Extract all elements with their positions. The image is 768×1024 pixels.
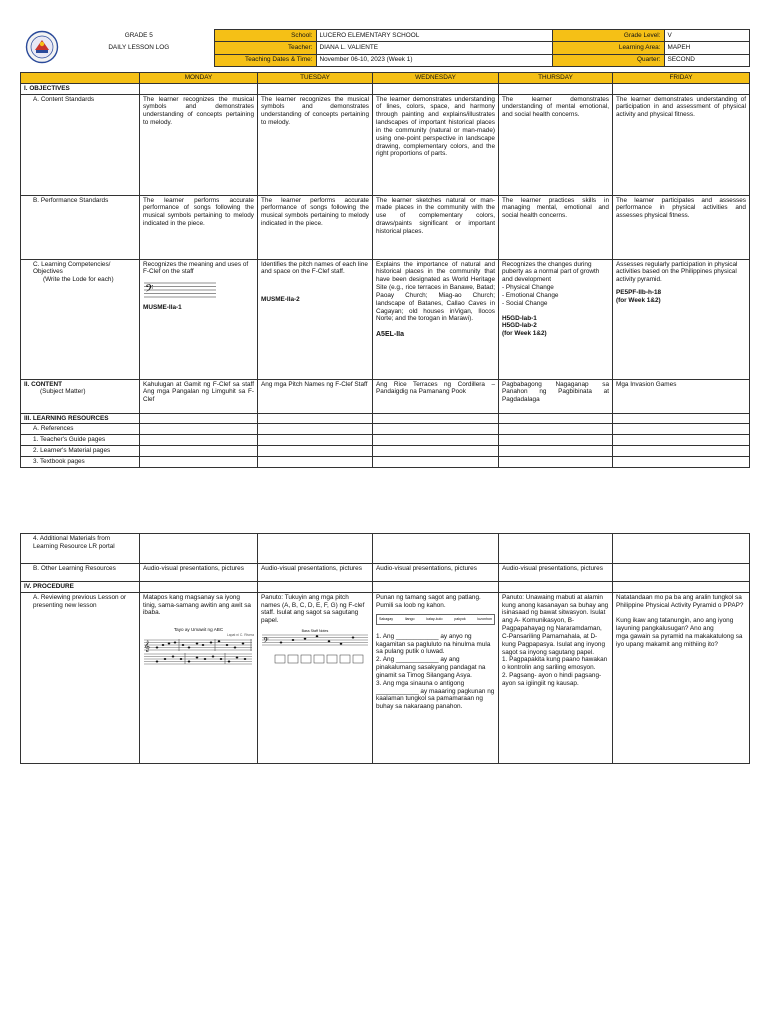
- textbook-label: 3. Textbook pages: [21, 456, 140, 467]
- content-standards-row: [21, 94, 750, 195]
- content-friday: Mga Invasion Games: [613, 379, 750, 413]
- svg-text:𝄞: 𝄞: [144, 640, 150, 652]
- lc-monday: Recognizes the meaning and uses of F-Clef on the staff 𝄢 MUSME-IIa-1: [140, 259, 258, 379]
- day-monday: MONDAY: [140, 73, 258, 84]
- resources-label: III. LEARNING RESOURCES: [21, 413, 140, 424]
- content-label: II. CONTENT (Subject Matter): [21, 379, 140, 413]
- song-credit: Lapat ni C. Rivera: [226, 632, 254, 637]
- cs-tuesday: The learner recognizes the musical symbols and demonstrates understanding of concepts pertaining to melody.: [258, 94, 373, 195]
- quarter-label: Quarter:: [552, 54, 664, 66]
- grade-level-label: Grade Level:: [552, 30, 664, 42]
- learners-material-label: 2. Learner's Material pages: [21, 446, 140, 457]
- day-friday: FRIDAY: [613, 73, 750, 84]
- dates-label: Teaching Dates & Time:: [214, 54, 316, 66]
- f-clef-staff-icon: [143, 280, 217, 298]
- cs-monday: The learner recognizes the musical symbols and demonstrates understanding of concepts pertaining to melody.: [140, 94, 258, 195]
- day-thursday: THURSDAY: [499, 73, 613, 84]
- lesson-table-page-1: [20, 72, 750, 468]
- review-tuesday: Panuto: Tukuyin ang mga pitch names (A, B, C, D, E, F, G) ng F-clef staff. Isulat ang sagot sa sagutang papel. Bass Staff Notes 𝄢: [258, 592, 373, 763]
- procedure-label: IV. PROCEDURE: [21, 582, 140, 593]
- other-tuesday: Audio-visual presentations, pictures: [258, 564, 373, 582]
- choices-box: Sakagay Ilango kalay-kulo pakyok luzonhon: [376, 614, 495, 624]
- ps-friday: The learner participates and assesses performance in physical activities and assesses physical fitness.: [613, 195, 750, 259]
- teachers-guide-label: 1. Teacher's Guide pages: [21, 435, 140, 446]
- ps-wednesday: The learner sketches natural or man-made places in the community with the use of complementary colors, draws/paints significant or important historical places.: [373, 195, 499, 259]
- log-title: DAILY LESSON LOG: [108, 43, 170, 51]
- quarter-value: SECOND: [664, 54, 749, 66]
- competencies-row: [21, 259, 750, 379]
- content-wednesday: Ang Rice Terraces ng Cordillera – Pandaigdig na Pamanang Pook: [373, 379, 499, 413]
- song-sheet-music-icon: [143, 637, 253, 665]
- performance-standards-row: [21, 195, 750, 259]
- additional-materials-label: 4. Additional Materials from Learning Resource LR portal: [21, 534, 140, 564]
- day-tuesday: TUESDAY: [258, 73, 373, 84]
- other-resources-label: B. Other Learning Resources: [21, 564, 140, 582]
- svg-text:𝄢: 𝄢: [263, 637, 269, 648]
- deped-seal-logo: [20, 30, 64, 67]
- competencies-label: C. Learning Competencies/ Objectives (Write the Lode for each): [21, 259, 140, 379]
- performance-standards-label: B. Performance Standards: [21, 195, 140, 259]
- ps-monday: The learner performs accurate performance of songs following the musical symbols pertaining to melody indicated in the piece.: [140, 195, 258, 259]
- teacher-value: DIANA L. VALIENTE: [316, 42, 552, 54]
- ps-tuesday: The learner performs accurate performance of songs following the musical symbols pertaining to melody indicated in the piece.: [258, 195, 373, 259]
- content-standards-label: A. Content Standards: [21, 94, 140, 195]
- teacher-label: Teacher:: [214, 42, 316, 54]
- learning-area-value: MAPEH: [664, 42, 749, 54]
- song-title: Tayo ay Umawit ng ABC: [173, 627, 224, 633]
- lc-thursday: Recognizes the changes during puberty as a normal part of growth and development - Physical Change - Emotional Change - Social Change H5GD-Iab-1 H5GD-Iab-2 (for Week 1&2): [499, 259, 613, 379]
- review-thursday: Panuto: Unawaing mabuti at alamin kung anong kasanayan sa buhay ang isinasaad ng bawat sitwasyon. Isulat ang A- Komunikasyon, B- Pagpapahayag ng Nararamdaman, C-Pansariling Pamamahala, at D-kung Pagpapasya. Isulat ang inyong sagot sa inyong sagutang papel. 1. Pagpapakita kung paano hawakan o kontrolin ang sariling emosyon. 2. Pagsang- ayon o hindi pagsang-ayon sa igiingiit ng kausap.: [499, 592, 613, 763]
- content-tuesday: Ang mga Pitch Names ng F-Clef Staff: [258, 379, 373, 413]
- objectives-label: I. OBJECTIVES: [21, 83, 140, 94]
- cs-wednesday: The learner demonstrates understanding of lines, colors, space, and harmony through painting and explains/illustrates landscapes of important historical places in the community (natural or man-made) using one-point perspective in landscape drawing, complementary colors, and the right proportions of parts.: [373, 94, 499, 195]
- lesson-log-header: [20, 29, 750, 67]
- school-label: School:: [214, 30, 316, 42]
- content-thursday: Pagbabagong Nagaganap sa Panahon ng Pagbibinata at Pagdadalaga: [499, 379, 613, 413]
- dates-value: November 06-10, 2023 (Week 1): [316, 54, 552, 66]
- school-value: LUCERO ELEMENTARY SCHOOL: [316, 30, 552, 42]
- bass-staff-exercise-icon: [261, 633, 369, 667]
- other-monday: Audio-visual presentations, pictures: [140, 564, 258, 582]
- grade-level-value: V: [664, 30, 749, 42]
- review-friday: Natatandaan mo pa ba ang aralin tungkol sa Philippine Physical Activity Pyramid o PPAP? Kung ikaw ang tatanungin, ano ang iyong layuning pangkalusugan? Ano ang mga gawain sa pyramid na makakatulong sa iyo upang makamit ang mithiing ito?: [613, 592, 750, 763]
- ps-thursday: The learner practices skills in managing mental, emotional and social health concerns.: [499, 195, 613, 259]
- day-header-row: [21, 73, 750, 84]
- day-wednesday: WEDNESDAY: [373, 73, 499, 84]
- review-wednesday: Punan ng tamang sagot ang patlang. Pumili sa loob ng kahon. Sakagay Ilango kalay-kulo pakyok luzonhon 1. Ang ____________ ay anyo ng kagamitan sa pagluluto na hinulma mula sa pulang putik o luwad. 2. Ang ____________ ay ang pinakalumang sasakyang pandagat na ginamit sa Timog Silangang Asya. 3. Ang mga sinauna o antigong ____________ ay maaaring pagkunan ng kaalaman tungkol sa pamamaraan ng buhay sa nakaraang panahon.: [373, 592, 499, 763]
- content-row: [21, 379, 750, 413]
- lc-friday: Assesses regularly participation in physical activities based on the Philippines physical activity pyramid. PE5PF-IIb-h-18 (for Week 1&2): [613, 259, 750, 379]
- other-wednesday: Audio-visual presentations, pictures: [373, 564, 499, 582]
- cs-friday: The learner demonstrates understanding of participation in and assessment of physical activity and physical fitness.: [613, 94, 750, 195]
- review-row: [21, 592, 750, 763]
- lc-wednesday: Explains the importance of natural and historical places in the community that have been designated as World Heritage Site (e.g., rice terraces in Banawe, Batad; Paoay Church; Miag-ao Church; landscape of Batanes, Callao Caves in Cagayan; old houses inVigan, Ilocos Norte; and the torogan in Marawi). A5EL-IIa: [373, 259, 499, 379]
- other-thursday: Audio-visual presentations, pictures: [499, 564, 613, 582]
- lesson-table-page-2: [20, 533, 750, 764]
- svg-text:𝄢: 𝄢: [145, 283, 154, 299]
- cs-thursday: The learner demonstrates understanding of mental emotional, and social health concerns.: [499, 94, 613, 195]
- references-label: A. References: [21, 424, 140, 435]
- bass-staff-title: Bass Staff Notes: [301, 629, 329, 634]
- review-label: A. Reviewing previous Lesson or presenting new lesson: [21, 592, 140, 763]
- grade-title: GRADE 5: [124, 31, 153, 39]
- lc-tuesday: Identifies the pitch names of each line and space on the F-Clef staff. MUSME-IIa-2: [258, 259, 373, 379]
- learning-area-label: Learning Area:: [552, 42, 664, 54]
- review-monday: Matapos kang magsanay sa iyong tinig, sama-samang awitin ang awit sa ibaba. Tayo ay Umawit ng ABC Lapat ni C. Rivera 𝄞: [140, 592, 258, 763]
- content-monday: Kahulugan at Gamit ng F-Clef sa staff Ang mga Pangalan ng Limguhit sa F-Clef: [140, 379, 258, 413]
